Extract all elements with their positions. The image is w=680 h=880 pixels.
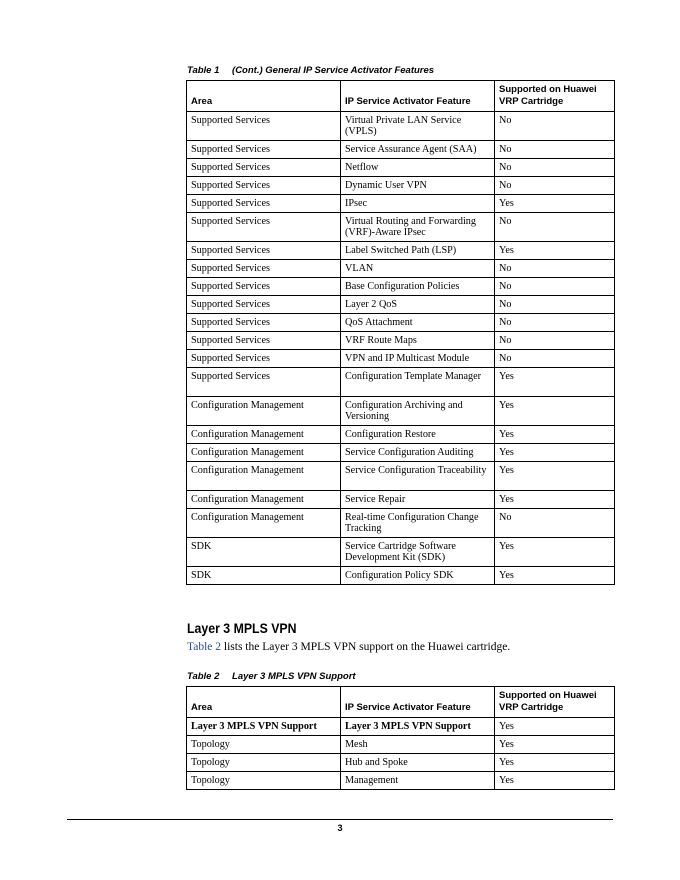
table-row: [187, 141, 615, 159]
supported-cell: No: [495, 177, 615, 195]
area-cell: Supported Services: [187, 314, 341, 332]
area-cell: Supported Services: [187, 213, 341, 242]
section-paragraph: [187, 641, 510, 653]
supported-cell: Yes: [495, 444, 615, 462]
feature-cell: VPN and IP Multicast Module: [341, 350, 495, 368]
table2-header-row: [187, 687, 615, 718]
table2-caption-number: Table 2: [187, 671, 220, 682]
feature-cell: Mesh: [341, 736, 495, 754]
feature-cell: Configuration Archiving and Versioning: [341, 397, 495, 426]
table-row: [187, 368, 615, 397]
table1-header-area: Area: [187, 81, 341, 112]
supported-cell: Yes: [495, 242, 615, 260]
table1: [186, 80, 615, 585]
area-cell: Supported Services: [187, 296, 341, 314]
supported-cell: No: [495, 509, 615, 538]
supported-cell: No: [495, 332, 615, 350]
table-row: [187, 213, 615, 242]
table-row: [187, 278, 615, 296]
area-cell: Configuration Management: [187, 491, 341, 509]
table1-caption-number: Table 1: [187, 65, 220, 76]
supported-cell: Yes: [495, 538, 615, 567]
table1-header-feature: IP Service Activator Feature: [341, 81, 495, 112]
area-cell: Supported Services: [187, 368, 341, 397]
feature-cell: Virtual Private LAN Service (VPLS): [341, 112, 495, 141]
area-cell: Layer 3 MPLS VPN Support: [187, 718, 341, 736]
supported-cell: Yes: [495, 426, 615, 444]
table-row: [187, 491, 615, 509]
table2-header-feature: IP Service Activator Feature: [341, 687, 495, 718]
feature-cell: Service Repair: [341, 491, 495, 509]
feature-cell: Dynamic User VPN: [341, 177, 495, 195]
feature-cell: VRF Route Maps: [341, 332, 495, 350]
feature-cell: Service Assurance Agent (SAA): [341, 141, 495, 159]
supported-cell: No: [495, 112, 615, 141]
supported-cell: Yes: [495, 754, 615, 772]
supported-cell: Yes: [495, 772, 615, 790]
supported-cell: No: [495, 141, 615, 159]
table-row: [187, 314, 615, 332]
area-cell: Supported Services: [187, 141, 341, 159]
table2-header-area: Area: [187, 687, 341, 718]
table-row: [187, 177, 615, 195]
area-cell: Supported Services: [187, 159, 341, 177]
table2: [186, 686, 615, 790]
supported-cell: Yes: [495, 567, 615, 585]
table-row: [187, 426, 615, 444]
area-cell: Configuration Management: [187, 462, 341, 491]
supported-cell: Yes: [495, 718, 615, 736]
feature-cell: Service Configuration Traceability: [341, 462, 495, 491]
paragraph-text: lists the Layer 3 MPLS VPN support on the Huawei cartridge.: [221, 641, 511, 653]
area-cell: Configuration Management: [187, 426, 341, 444]
area-cell: Supported Services: [187, 332, 341, 350]
table1-header-supported: Supported on Huawei VRP Cartridge: [495, 81, 615, 112]
supported-cell: Yes: [495, 368, 615, 397]
area-cell: Configuration Management: [187, 444, 341, 462]
section-heading: Layer 3 MPLS VPN: [187, 620, 297, 636]
table-row: [187, 444, 615, 462]
table-row: [187, 112, 615, 141]
supported-cell: Yes: [495, 397, 615, 426]
table2-reference-link[interactable]: Table 2: [187, 641, 222, 653]
feature-cell: Hub and Spoke: [341, 754, 495, 772]
area-cell: Supported Services: [187, 242, 341, 260]
table2-caption-title: Layer 3 MPLS VPN Support: [232, 671, 356, 682]
table-row: [187, 567, 615, 585]
feature-cell: Layer 2 QoS: [341, 296, 495, 314]
area-cell: Topology: [187, 754, 341, 772]
feature-cell: QoS Attachment: [341, 314, 495, 332]
table-row: [187, 462, 615, 491]
feature-cell: Layer 3 MPLS VPN Support: [341, 718, 495, 736]
table-row: [187, 350, 615, 368]
supported-cell: No: [495, 350, 615, 368]
area-cell: Topology: [187, 736, 341, 754]
area-cell: Supported Services: [187, 195, 341, 213]
supported-cell: No: [495, 314, 615, 332]
table2-header-supported: Supported on Huawei VRP Cartridge: [495, 687, 615, 718]
table1-caption-title: (Cont.) General IP Service Activator Features: [232, 65, 435, 76]
supported-cell: No: [495, 260, 615, 278]
supported-cell: Yes: [495, 491, 615, 509]
supported-cell: No: [495, 159, 615, 177]
area-cell: Configuration Management: [187, 397, 341, 426]
table-row: [187, 195, 615, 213]
area-cell: Supported Services: [187, 278, 341, 296]
feature-cell: Netflow: [341, 159, 495, 177]
table-row: [187, 772, 615, 790]
feature-cell: Base Configuration Policies: [341, 278, 495, 296]
table-row: [187, 260, 615, 278]
feature-cell: IPsec: [341, 195, 495, 213]
table1-header-row: [187, 81, 615, 112]
page-number: 3: [337, 823, 343, 833]
footer-divider: [67, 819, 613, 820]
feature-cell: Virtual Routing and Forwarding (VRF)-Aware IPsec: [341, 213, 495, 242]
feature-cell: Real-time Configuration Change Tracking: [341, 509, 495, 538]
area-cell: SDK: [187, 567, 341, 585]
table2-caption: [187, 671, 356, 682]
feature-cell: Label Switched Path (LSP): [341, 242, 495, 260]
feature-cell: Service Configuration Auditing: [341, 444, 495, 462]
feature-cell: Configuration Template Manager: [341, 368, 495, 397]
table-row: [187, 332, 615, 350]
supported-cell: Yes: [495, 195, 615, 213]
table-row: [187, 754, 615, 772]
area-cell: Topology: [187, 772, 341, 790]
area-cell: SDK: [187, 538, 341, 567]
feature-cell: Management: [341, 772, 495, 790]
area-cell: Configuration Management: [187, 509, 341, 538]
area-cell: Supported Services: [187, 112, 341, 141]
table1-caption: [187, 65, 434, 76]
feature-cell: Service Cartridge Software Development Kit (SDK): [341, 538, 495, 567]
area-cell: Supported Services: [187, 260, 341, 278]
supported-cell: No: [495, 278, 615, 296]
table-row: [187, 296, 615, 314]
feature-cell: VLAN: [341, 260, 495, 278]
supported-cell: Yes: [495, 462, 615, 491]
table-row: [187, 509, 615, 538]
supported-cell: No: [495, 213, 615, 242]
supported-cell: No: [495, 296, 615, 314]
table-row: [187, 736, 615, 754]
feature-cell: Configuration Policy SDK: [341, 567, 495, 585]
area-cell: Supported Services: [187, 177, 341, 195]
table-row: [187, 242, 615, 260]
table-row: [187, 397, 615, 426]
supported-cell: Yes: [495, 736, 615, 754]
area-cell: Supported Services: [187, 350, 341, 368]
table-row: [187, 159, 615, 177]
table-row: [187, 718, 615, 736]
feature-cell: Configuration Restore: [341, 426, 495, 444]
table-row: [187, 538, 615, 567]
